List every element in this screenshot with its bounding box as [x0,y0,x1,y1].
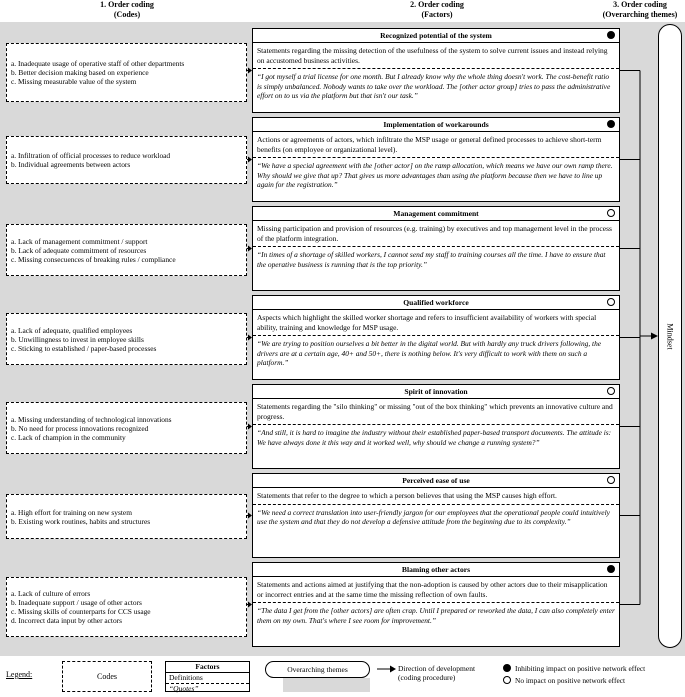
arrowhead-code-to-factor [248,602,252,608]
factor-title: Implementation of workarounds [383,120,489,129]
factor-quote: “The data I get from the [other actors] are often crap. Until I prepared or reworked the data, I can also completely enter them on my own. That's where I see room for improvement.” [257,606,615,625]
legend-factors-box [165,661,250,692]
factor-title: Qualified workforce [403,298,469,307]
legend-inhibiting [503,664,645,673]
factor-title: Recognized potential of the system [380,31,492,40]
legend-codes-box [62,661,152,692]
factor-definition: Statements and actions aimed at justifying that the non-adoption is caused by other actors due to their misapplication or incorrect entries and at the same time the missing reflection of own faults. [253,577,619,603]
arrowhead-code-to-factor [248,246,252,252]
arrowhead-code-to-factor [248,335,252,341]
factor-quote: “We are trying to position ourselves a bit better in the digital world. But with hardly any truck drivers following, the drivers are at a certain age, 40+ and 50+, there is nothing below. It's very difficult to work with them on such a platform.” [257,339,602,368]
factor-definition: Statements regarding the missing detection of the usefulness of the system to solve current issues and instead relying on accustomed business activities. [253,43,619,69]
code-item: b. Better decision making based on experience [11,68,149,77]
theme-label: Mindset [665,322,675,350]
factor-definition: Missing participation and provision of resources (e.g. training) by executives and top management level in the process of the platform integration. [253,221,619,247]
legend-inhibiting-text: Inhibiting impact on positive network effect [515,664,646,673]
code-item: d. Incorrect data input by other actors [11,616,123,625]
factor-definition: Actions or agreements of actors, which infiltrate the MSP usage or general defined processes to achieve short-term benefits (on employee or organizational level). [253,132,619,158]
legend-quotes: “Quotes” [169,684,199,693]
legend-factors-title: Factors [166,662,249,673]
legend-none-text: No impact on positive network effect [515,676,626,685]
legend-arrow-text [398,664,475,682]
code-item: a. Lack of management commitment / support [11,236,148,246]
code-item: b. Unwillingness to invest in employee skills [11,334,144,344]
empty-circle-icon [503,676,511,684]
legend-none [503,676,625,685]
legend-label: Legend: [6,670,33,679]
legend-arrow-line2: (coding procedure) [398,673,456,682]
code-item: c. Missing skills of counterparts for CCS usage [11,607,151,616]
code-item: a. Infiltration of official processes to reduce workload [11,151,171,160]
code-item: a. Missing understanding of technological innovations [11,414,172,424]
legend-arrow-icon [377,664,397,674]
filled-circle-icon [503,664,511,672]
factor-definition: Aspects which highlight the skilled worker shortage and refers to insufficient availability of workers with special ability, training and knowledge for MSP usage. [253,310,619,336]
header-codes-line2: (Codes) [113,10,141,19]
header-themes-line1: 3. Order coding [613,0,667,9]
factor-title: Management commitment [393,209,479,218]
factor-quote: “We need a correct translation into user-friendly jargon for our employees that the operational people could intuitively use the system and that they do not develop a defensive attitude from the beginning due to its complexity.” [257,507,610,527]
code-item: c. Sticking to established / paper-based processes [11,343,157,353]
arrowhead-code-to-factor [248,424,252,430]
arrowhead-code-to-factor [248,157,252,163]
legend-theme-grey [283,678,370,692]
code-item: b. Individual agreements between actors [11,160,131,169]
legend-codes: Codes [97,672,117,681]
factor-title: Spirit of innovation [404,387,468,396]
factor-definition: Statements regarding the "silo thinking" or missing "out of the box thinking" which prevents an innovative culture and progress. [253,399,619,425]
header-factors-line1: 2. Order coding [410,0,464,9]
legend-arrow-line1: Direction of development [398,664,476,673]
code-item: c. Missing measurable value of the system [11,77,137,86]
legend-theme [265,661,370,692]
header-codes-line1: 1. Order coding [100,0,154,9]
legend-definitions: Definitions [166,673,249,684]
code-item: a. Inadequate usage of operative staff of other departments [11,59,185,68]
factor-title: Perceived ease of use [402,476,470,485]
arrowhead-to-theme [651,333,658,340]
code-item: a. High effort for training on new system [11,507,132,517]
factor-quote: “I got myself a trial license for one month. But I already know why the whole thing doesn't work. The cost-benefit ratio is simply unbalanced. Nobody wants to take over the workload. The [other actor group] tries to pass the administrative effort on to us via the platform but that isn't our task.” [257,72,611,101]
legend-theme-pill: Overarching themes [265,661,370,678]
factor-definition: Statements that refer to the degree to which a person believes that using the MSP causes high effort. [253,488,619,505]
factor-quote: “In times of a shortage of skilled workers, I cannot send my staff to training courses all the time. I have to ensure that the operative business is running that is the top priority.” [257,250,606,269]
factor-title: Blaming other actors [401,565,471,574]
code-item: c. Lack of champion in the community [11,432,126,442]
code-item: b. Lack of adequate commitment of resources [11,245,147,255]
arrowhead-code-to-factor [248,68,252,74]
code-item: b. Inadequate support / usage of other actors [11,598,142,607]
code-item: a. Lack of culture of errors [11,589,91,598]
factor-quote: “We have a special agreement with the [other actor] on the ramp allocation, which means we have our own ramp there. Why should we give that up? That gives us more advantages than using the platform because then we have to line up again for the registration.” [257,161,613,190]
code-item: b. Existing work routines, habits and structures [11,516,151,526]
code-item: b. No need for process innovations recognized [11,423,149,433]
header-themes-line2: (Overarching themes) [602,10,678,19]
code-item: a. Lack of adequate, qualified employees [11,325,133,335]
code-item: c. Missing consecuences of breaking rules / compliance [11,254,176,264]
header-factors-line2: (Factors) [421,10,453,19]
arrowhead-code-to-factor [248,513,252,519]
factor-quote: “And still, it is hard to imagine the industry without their established paper-based transport documents. The attitude is: We have always done it this way and it worked well, why should we change a running system?” [257,428,612,447]
